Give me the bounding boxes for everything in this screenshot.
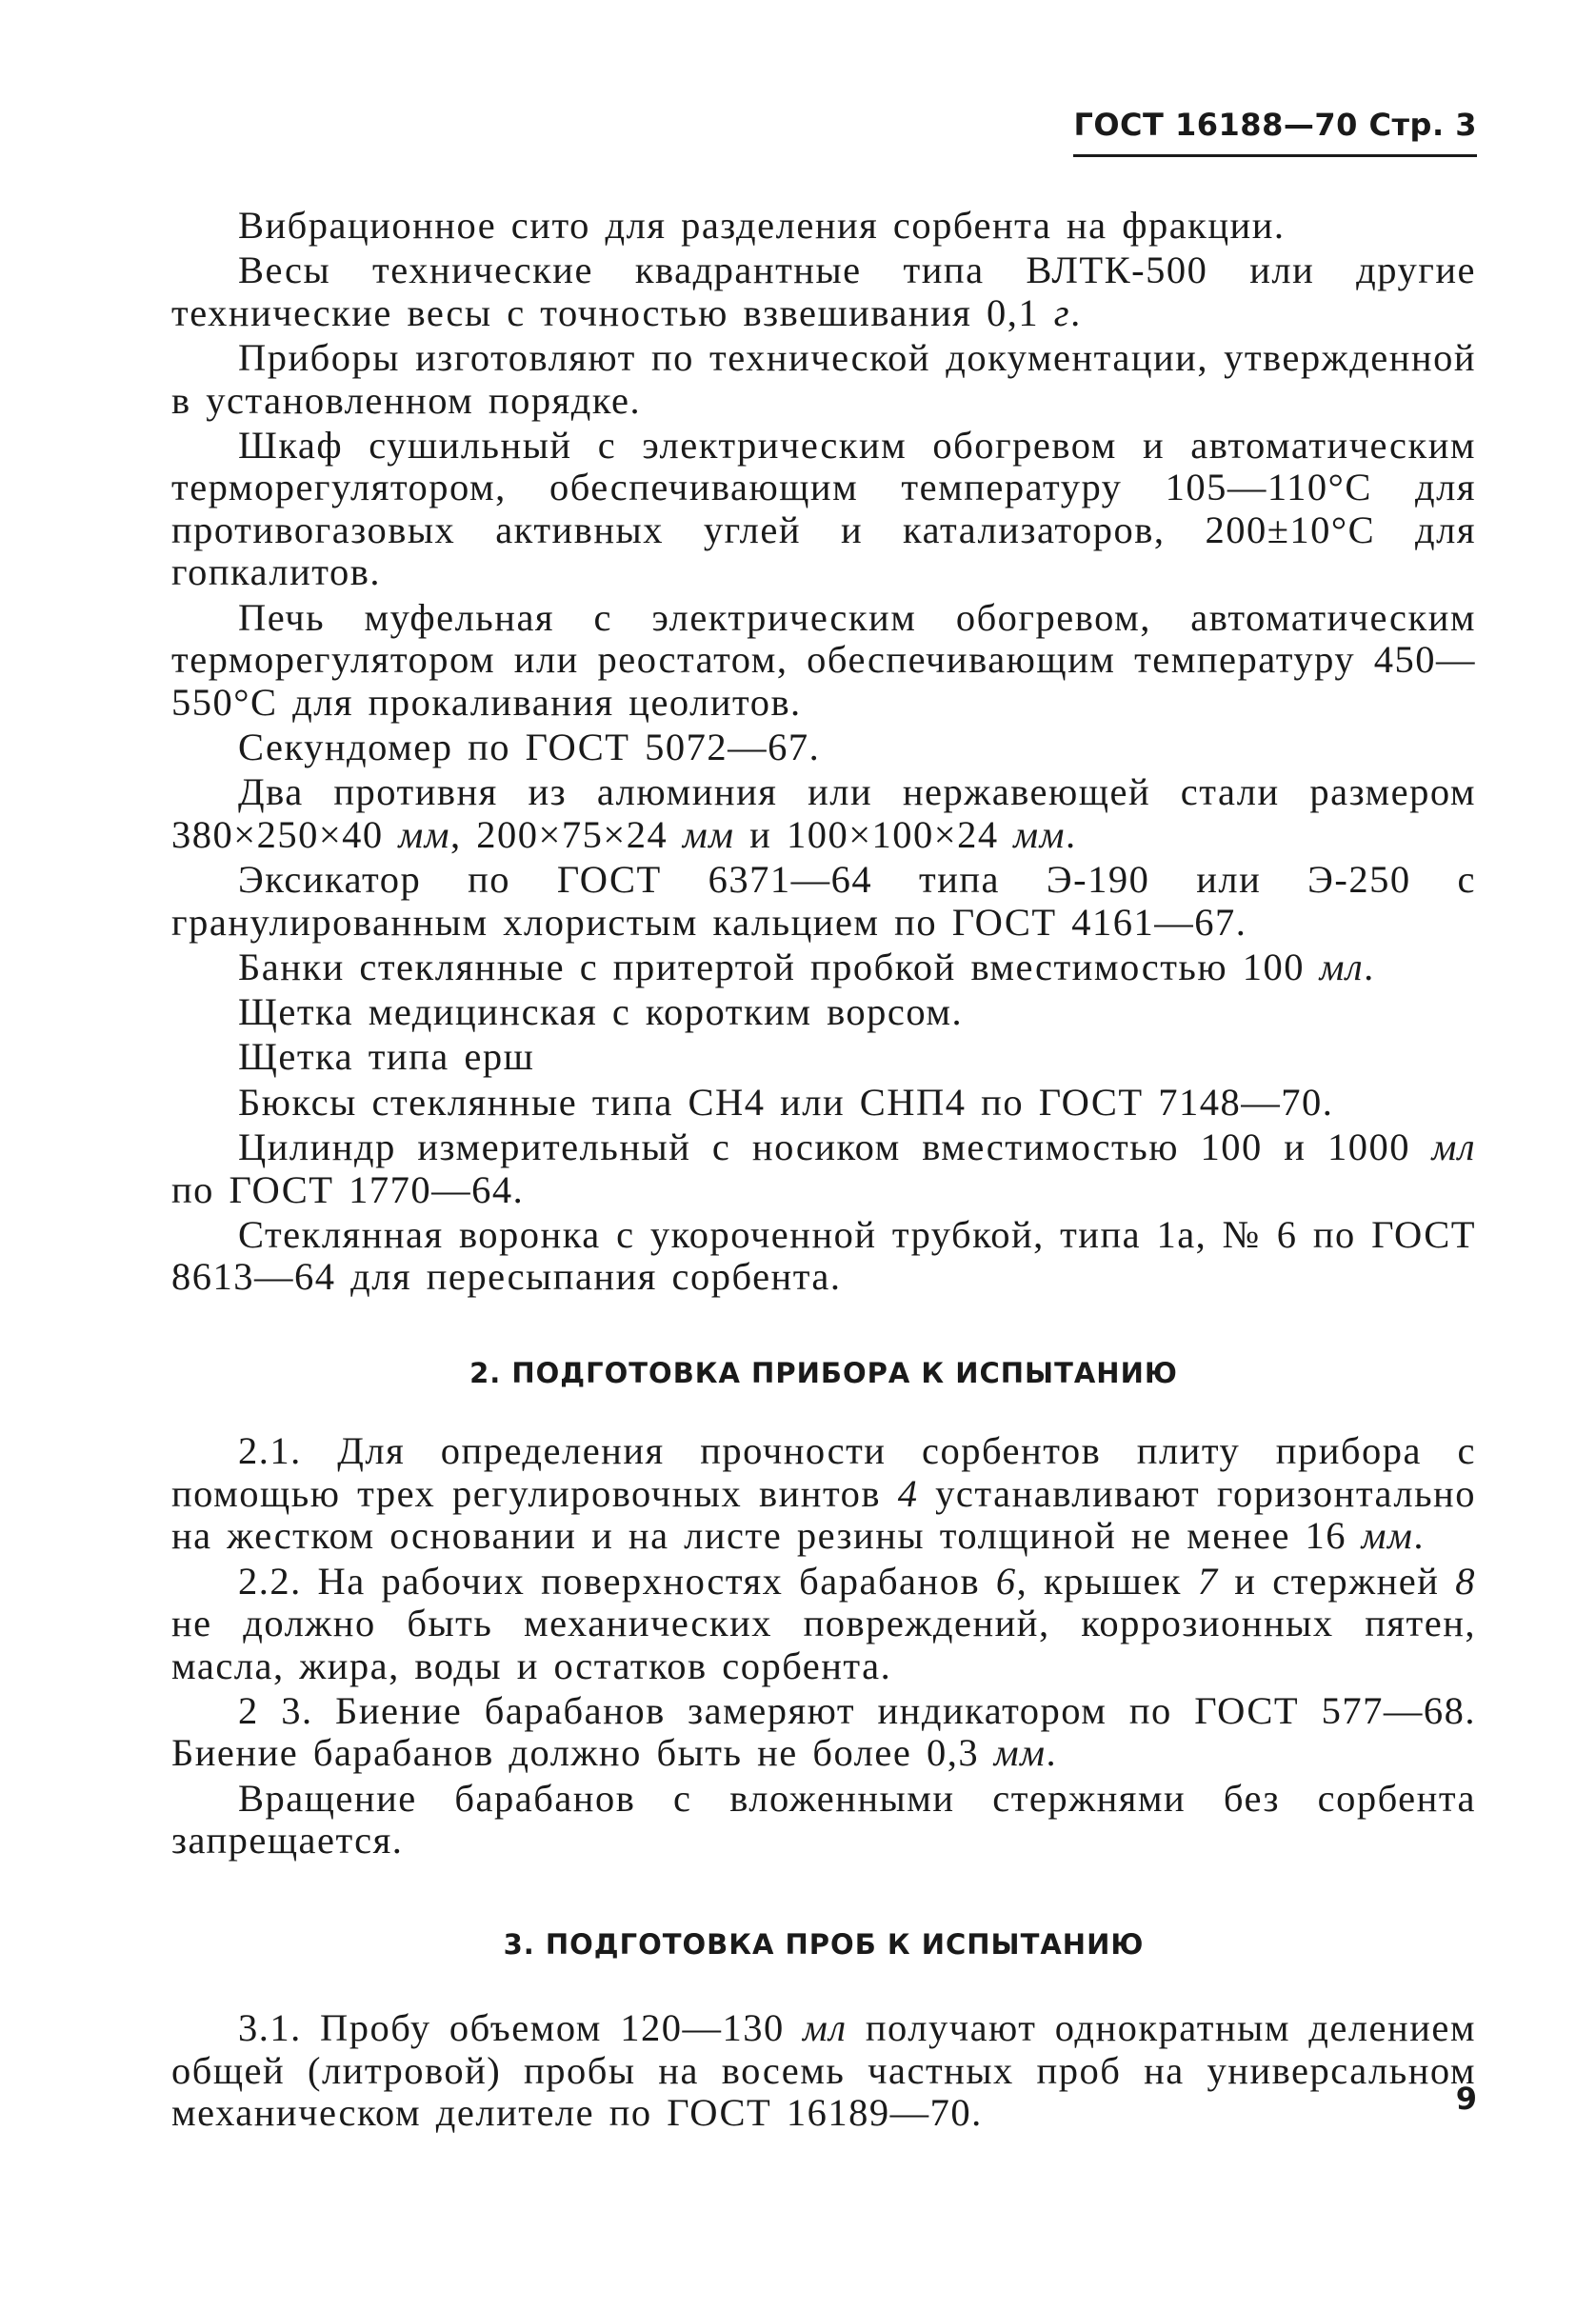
- italic-run: мм: [1013, 812, 1066, 856]
- italic-run: мм: [398, 812, 451, 856]
- text-run: и стержней: [1218, 1559, 1456, 1603]
- paragraph-bottles: [171, 1082, 1476, 1125]
- paragraph-furnace: [171, 597, 1476, 725]
- text-run: .: [1070, 290, 1082, 334]
- italic-run: мл: [1431, 1126, 1476, 1169]
- section-2-heading: 2. ПОДГОТОВКА ПРИБОРА К ИСПЫТАНИЮ: [469, 1356, 1178, 1389]
- text-run: Вибрационное сито для разделения сорбента на фракции.: [238, 204, 1286, 247]
- text-run: , 200×75×24: [450, 812, 683, 856]
- italic-run: мл: [803, 2006, 848, 2050]
- paragraph-funnel: [171, 1214, 1476, 1299]
- text-run: Цилиндр измерительный с носиком вместимостью 100 и 1000: [238, 1126, 1432, 1169]
- running-head: ГОСТ 16188—70 Стр. 3: [1073, 107, 1477, 157]
- text-run: 3.1. Пробу объемом 120—130: [238, 2006, 804, 2050]
- text-run: .: [1046, 1731, 1058, 1775]
- section-3-heading: 3. ПОДГОТОВКА ПРОБ К ИСПЫТАНИЮ: [503, 1927, 1145, 1961]
- paragraph-2-3: [171, 1690, 1476, 1775]
- text-run: Щетка медицинская с коротким ворсом.: [238, 990, 964, 1034]
- text-run: 2 3. Биение барабанов замеряют индикатором по ГОСТ 577—68. Биение барабанов должно быть не более 0,3: [171, 1688, 1476, 1775]
- italic-run: мм: [1361, 1514, 1414, 1558]
- paragraph-2-2: [171, 1561, 1476, 1688]
- paragraph-brush: [171, 991, 1476, 1034]
- text-run: .: [1364, 945, 1375, 988]
- text-run: Шкаф сушильный с электрическим обогревом и автоматическим терморегулятором, обеспечивающим температуру 105—110°С для противогазовых активных углей и катализаторов, 200±10°С для гопкалитов.: [171, 423, 1476, 594]
- paragraph-trays: [171, 771, 1476, 856]
- text-run: .: [1413, 1514, 1425, 1558]
- text-run: получают однократным делением общей (литровой) пробы на восемь частных проб на универсальном механическом делителе по ГОСТ 16189—70.: [171, 2006, 1476, 2135]
- paragraph-scales: [171, 249, 1476, 334]
- text-run: , крышек: [1016, 1559, 1198, 1603]
- italic-run: мм: [993, 1731, 1047, 1775]
- text-run: устанавливают горизонтально на жестком основании и на листе резины толщиной не менее 16: [171, 1471, 1476, 1558]
- text-run: Два противня из алюминия или нержавеющей стали размером 380×250×40: [171, 770, 1476, 856]
- paragraph-stopwatch: [171, 727, 1476, 769]
- paragraph-brush-ersh: [171, 1036, 1476, 1079]
- italic-run: мл: [1319, 945, 1365, 988]
- italic-run: 7: [1197, 1559, 1219, 1603]
- italic-run: мм: [682, 812, 735, 856]
- section-3-body: [171, 2007, 1476, 2135]
- paragraph-devices: [171, 337, 1476, 422]
- text-run: .: [1065, 812, 1077, 856]
- paragraph-3-1: [171, 2007, 1476, 2135]
- italic-run: г: [1053, 290, 1071, 334]
- text-run: Вращение барабанов с вложенными стержнями без сорбента запрещается.: [171, 1776, 1476, 1863]
- text-run: Бюксы стеклянные типа СН4 или СНП4 по ГОСТ 7148—70.: [238, 1080, 1334, 1124]
- paragraph-2-3b: [171, 1778, 1476, 1863]
- document-body: [171, 205, 1476, 2135]
- text-run: и 100×100×24: [734, 812, 1014, 856]
- italic-run: 6: [995, 1559, 1017, 1603]
- paragraph-2-1: [171, 1430, 1476, 1558]
- text-run: по ГОСТ 1770—64.: [171, 1167, 525, 1211]
- paragraph-desiccator: [171, 859, 1476, 944]
- text-run: 2.1. Для определения прочности сорбентов плиту прибора с помощью трех регулировочных винтов: [171, 1429, 1476, 1515]
- section-2-body: [171, 1430, 1476, 1862]
- text-run: Печь муфельная с электрическим обогревом, автоматическим терморегулятором или реостатом, обеспечивающим температуру 450—550°С для прокаливания цеолитов.: [171, 595, 1476, 724]
- italic-run: 8: [1455, 1559, 1476, 1603]
- text-run: не должно быть механических повреждений, коррозионных пятен, масла, жира, воды и остатков сорбента.: [171, 1602, 1476, 1687]
- text-run: Щетка типа ерш: [238, 1035, 535, 1079]
- text-run: Приборы изготовляют по технической документации, утвержденной в установленном порядке.: [171, 336, 1476, 422]
- italic-run: 4: [897, 1471, 919, 1515]
- text-run: Секундомер по ГОСТ 5072—67.: [238, 725, 821, 768]
- text-run: Весы технические квадрантные типа ВЛТК-500 или другие технические весы с точностью взвешивания 0,1: [171, 249, 1476, 334]
- equipment-list: [171, 205, 1476, 1299]
- page-number: 9: [1455, 2081, 1477, 2117]
- paragraph-jars: [171, 946, 1476, 989]
- text-run: Эксикатор по ГОСТ 6371—64 типа Э-190 или Э-250 с гранулированным хлористым кальцием по ГОСТ 4161—67.: [171, 858, 1476, 944]
- text-run: Стеклянная воронка с укороченной трубкой, типа 1а, № 6 по ГОСТ 8613—64 для пересыпания сорбента.: [171, 1212, 1476, 1299]
- text-run: 2.2. На рабочих поверхностях барабанов: [238, 1559, 996, 1603]
- text-run: Банки стеклянные с притертой пробкой вместимостью 100: [238, 945, 1320, 988]
- paragraph-oven: [171, 425, 1476, 594]
- paragraph-sieve: [171, 205, 1476, 248]
- paragraph-cylinder: [171, 1126, 1476, 1211]
